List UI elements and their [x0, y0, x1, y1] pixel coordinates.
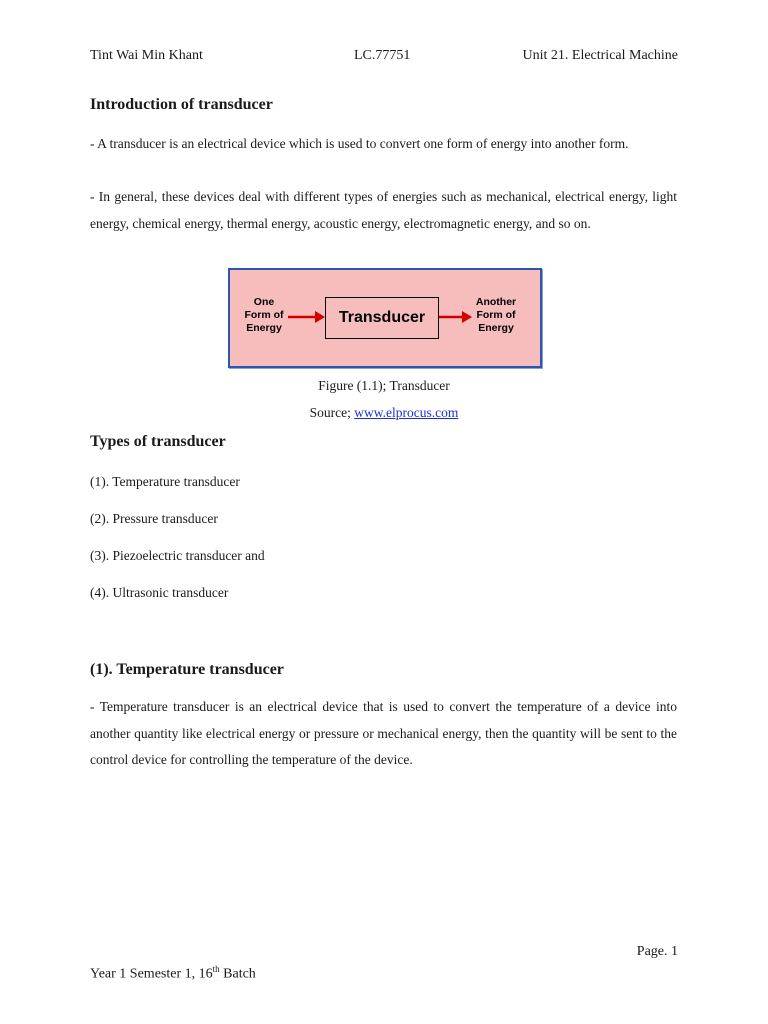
footer-batch-sup: th: [212, 964, 220, 974]
footer-batch-prefix: Year 1 Semester 1, 16: [90, 966, 213, 982]
types-list-item: (1). Temperature transducer: [90, 474, 240, 489]
temperature-paragraph: - Temperature transducer is an electrical device that is used to convert the temperature of a device into another quantity like electrical energy or pressure or mechanical energy, then the quantity will be sent to the control device for controlling the temperature of the device.: [90, 699, 677, 767]
input-arrow-icon: [288, 310, 326, 324]
types-list-item: (2). Pressure transducer: [90, 511, 218, 526]
intro-heading: Introduction of transducer: [90, 96, 273, 113]
footer-batch-suffix: Batch: [219, 966, 256, 982]
types-list-item: (3). Piezoelectric transducer and: [90, 548, 265, 563]
temperature-heading: (1). Temperature transducer: [90, 661, 284, 678]
figure-input-label: One Form of Energy: [244, 296, 284, 334]
types-list-item: (4). Ultrasonic transducer: [90, 585, 229, 600]
header-code: LC.77751: [354, 48, 411, 63]
source-link[interactable]: www.elprocus.com: [354, 405, 459, 420]
figure-source: [0, 404, 768, 422]
figure-output-label: Another Form of Energy: [475, 296, 517, 334]
figure-source-prefix: Source;: [309, 405, 355, 420]
header-unit: Unit 21. Electrical Machine: [522, 48, 678, 63]
types-heading: Types of transducer: [90, 433, 226, 450]
transducer-figure: [228, 268, 542, 368]
header-author: Tint Wai Min Khant: [90, 48, 203, 63]
figure-transducer-box: Transducer: [325, 297, 439, 339]
intro-paragraph-1: - A transducer is an electrical device which is used to convert one form of energy into another form.: [90, 136, 629, 151]
figure-caption: Figure (1.1); Transducer: [318, 378, 450, 393]
page-number: Page. 1: [636, 944, 678, 959]
footer-batch: [90, 960, 256, 984]
intro-paragraph-2: - In general, these devices deal with different types of energies such as mechanical, electrical energy, light energy, chemical energy, thermal energy, acoustic energy, electromagnetic energy, and so on.: [90, 189, 677, 231]
